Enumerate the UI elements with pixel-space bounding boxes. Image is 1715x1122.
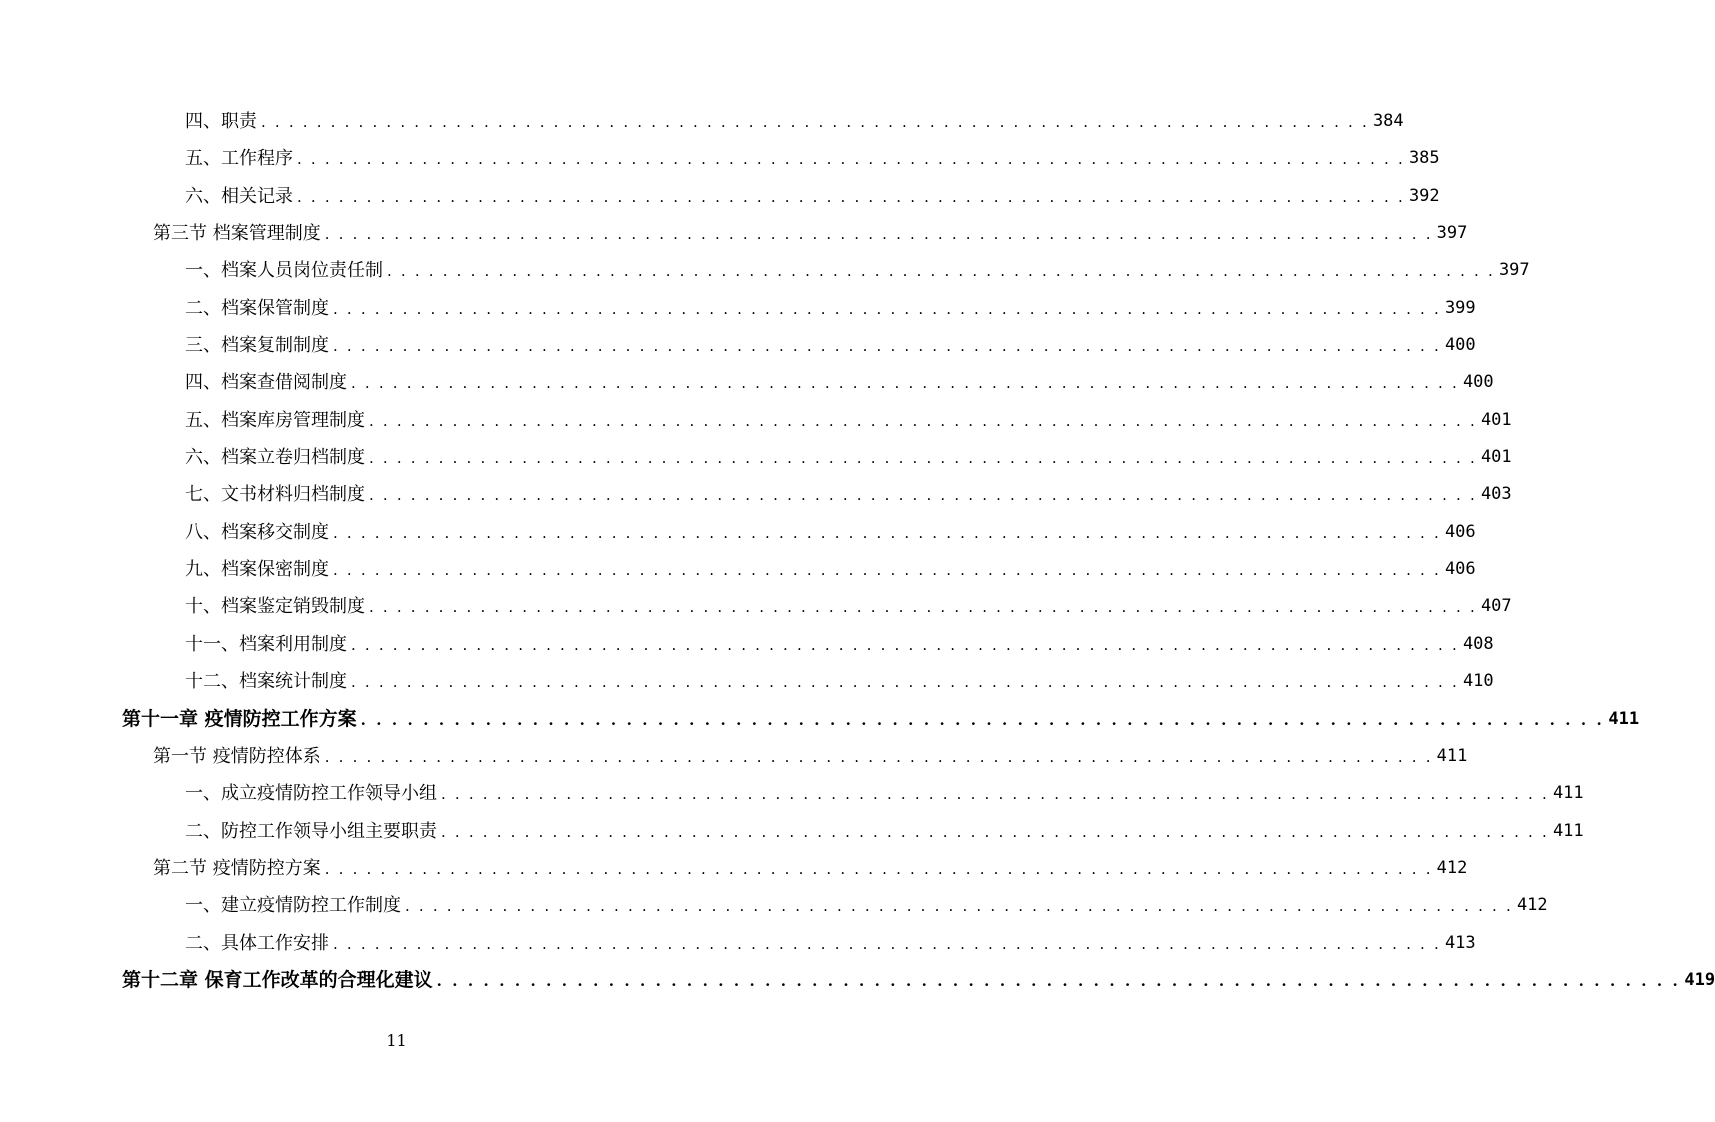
toc-chapter-entry[interactable]	[0, 701, 1640, 738]
toc-section-entry[interactable]	[0, 738, 1468, 775]
page-number: 11	[386, 1031, 407, 1050]
toc-subsection-entry[interactable]	[0, 290, 1476, 327]
toc-dot-leader: . . . . . . . . . . . . . . . . . . . . . . . . . . . . . . . . . . . . . . . . . . . . . . . . . . . . . . . . . . . . . . . . . . . . . . . . . . . . . . . .	[441, 822, 1549, 841]
toc-dot-leader: . . . . . . . . . . . . . . . . . . . . . . . . . . . . . . . . . . . . . . . . . . . . . . . . . . . . . . . . . . . . . . . . . . . . . . . . . . . . . . . .	[333, 561, 1441, 580]
toc-entry-label: 二、档案保管制度	[185, 297, 329, 319]
toc-entry-label: 四、档案查借阅制度	[185, 372, 347, 394]
toc-entry-label: 十一、档案利用制度	[185, 633, 347, 655]
toc-subsection-entry[interactable]	[0, 551, 1476, 588]
toc-dot-leader: . . . . . . . . . . . . . . . . . . . . . . . . . . . . . . . . . . . . . . . . . . . . . . . . . . . . . . . . . . . . . . . . . . . . . . . . . . . . . . . .	[324, 225, 1433, 244]
toc-entry-label: 六、相关记录	[185, 185, 293, 207]
toc-subsection-entry[interactable]	[0, 178, 1440, 215]
toc-subsection-entry[interactable]	[0, 364, 1494, 401]
toc-dot-leader: . . . . . . . . . . . . . . . . . . . . . . . . . . . . . . . . . . . . . . . . . . . . . . . . . . . . . . . . . . . . . . . . . . . . . . . . . . . . . . . .	[441, 785, 1549, 804]
toc-entry-label: 十、档案鉴定销毁制度	[185, 596, 365, 618]
toc-subsection-entry[interactable]	[0, 327, 1476, 364]
toc-dot-leader: . . . . . . . . . . . . . . . . . . . . . . . . . . . . . . . . . . . . . . . . . . . . . . . . . . . . . . . . . . . . . . . . . . . . . . . . . . . . . . . .	[333, 337, 1441, 356]
toc-dot-leader: . . . . . . . . . . . . . . . . . . . . . . . . . . . . . . . . . . . . . . . . . . . . . . . . . . . . . . . . . . . . . . . . . . . . . . . . . . . . . . . .	[261, 113, 1369, 131]
toc-chapter-entry[interactable]	[0, 962, 1715, 999]
toc-entry-label: 一、成立疫情防控工作领导小组	[185, 783, 437, 805]
toc-subsection-entry[interactable]	[0, 514, 1476, 551]
toc-section-entry[interactable]	[0, 215, 1468, 252]
toc-entry-page: 419	[1684, 969, 1715, 990]
toc-subsection-entry[interactable]	[0, 775, 1584, 812]
toc-subsection-entry[interactable]	[0, 887, 1548, 924]
toc-subsection-entry[interactable]	[0, 103, 1404, 140]
toc-subsection-entry[interactable]	[0, 813, 1584, 850]
toc-dot-leader: . . . . . . . . . . . . . . . . . . . . . . . . . . . . . . . . . . . . . . . . . . . . . . . . . . . . . . . . . . . . . . . . . . . . . . . . . . . . . . . .	[369, 486, 1477, 505]
toc-dot-leader: . . . . . . . . . . . . . . . . . . . . . . . . . . . . . . . . . . . . . . . . . . . . . . . . . . . . . . . . . . . . . . . . . . . . . . . . . . . . . . . .	[369, 411, 1477, 430]
toc-dot-leader: . . . . . . . . . . . . . . . . . . . . . . . . . . . . . . . . . . . . . . . . . . . . . . . . . . . . . . . . . . . . . . . . . . . . . . . . . . . . . . . .	[360, 710, 1605, 729]
toc-entry-page: 406	[1444, 559, 1476, 580]
toc-entry-label: 七、文书材料归档制度	[185, 484, 365, 506]
toc-entry-label: 三、档案复制制度	[185, 335, 329, 357]
toc-dot-leader: . . . . . . . . . . . . . . . . . . . . . . . . . . . . . . . . . . . . . . . . . . . . . . . . . . . . . . . . . . . . . . . . . . . . . . . . . . . . . . . .	[297, 150, 1405, 169]
toc-dot-leader: . . . . . . . . . . . . . . . . . . . . . . . . . . . . . . . . . . . . . . . . . . . . . . . . . . . . . . . . . . . . . . . . . . . . . . . . . . . . . . . .	[333, 523, 1441, 542]
toc-dot-leader: . . . . . . . . . . . . . . . . . . . . . . . . . . . . . . . . . . . . . . . . . . . . . . . . . . . . . . . . . . . . . . . . . . . . . . . . . . . . . . . .	[297, 187, 1405, 206]
toc-entry-page: 408	[1462, 633, 1494, 654]
toc-dot-leader: . . . . . . . . . . . . . . . . . . . . . . . . . . . . . . . . . . . . . . . . . . . . . . . . . . . . . . . . . . . . . . . . . . . . . . . . . . . . . . . .	[369, 449, 1477, 468]
toc-entry-page: 385	[1408, 148, 1440, 169]
toc-entry-page: 411	[1436, 745, 1468, 766]
toc-entry-label: 五、档案库房管理制度	[185, 409, 365, 431]
toc-dot-leader: . . . . . . . . . . . . . . . . . . . . . . . . . . . . . . . . . . . . . . . . . . . . . . . . . . . . . . . . . . . . . . . . . . . . . . . . . . . . . . . .	[351, 374, 1459, 393]
toc-dot-leader: . . . . . . . . . . . . . . . . . . . . . . . . . . . . . . . . . . . . . . . . . . . . . . . . . . . . . . . . . . . . . . . . . . . . . . . . . . . . . . . .	[333, 299, 1441, 318]
toc-entry-page: 403	[1480, 484, 1512, 505]
toc-entry-label: 六、档案立卷归档制度	[185, 447, 365, 469]
toc-dot-leader: . . . . . . . . . . . . . . . . . . . . . . . . . . . . . . . . . . . . . . . . . . . . . . . . . . . . . . . . . . . . . . . . . . . . . . . . . . . . . . . .	[351, 673, 1459, 692]
toc-entry-page: 406	[1444, 521, 1476, 542]
toc-entry-page: 397	[1498, 260, 1530, 281]
toc-dot-leader: . . . . . . . . . . . . . . . . . . . . . . . . . . . . . . . . . . . . . . . . . . . . . . . . . . . . . . . . . . . . . . . . . . . . . . . . . . . . . . . .	[351, 635, 1459, 654]
toc-dot-leader: . . . . . . . . . . . . . . . . . . . . . . . . . . . . . . . . . . . . . . . . . . . . . . . . . . . . . . . . . . . . . . . . . . . . . . . . . . . . . . . .	[324, 747, 1433, 766]
toc-entry-label: 二、防控工作领导小组主要职责	[185, 820, 437, 842]
toc-dot-leader: . . . . . . . . . . . . . . . . . . . . . . . . . . . . . . . . . . . . . . . . . . . . . . . . . . . . . . . . . . . . . . . . . . . . . . . . . . . . . . . .	[324, 859, 1433, 878]
toc-entry-page: 407	[1480, 596, 1512, 617]
toc-entry-label: 九、档案保密制度	[185, 559, 329, 581]
toc-entry-page: 399	[1444, 297, 1476, 318]
toc-dot-leader: . . . . . . . . . . . . . . . . . . . . . . . . . . . . . . . . . . . . . . . . . . . . . . . . . . . . . . . . . . . . . . . . . . . . . . . . . . . . . . . .	[405, 897, 1513, 916]
toc-entry-label: 二、具体工作安排	[185, 932, 329, 954]
toc-subsection-entry[interactable]	[0, 588, 1512, 625]
toc-entry-label: 四、职责	[185, 111, 257, 132]
toc-entry-label: 十二、档案统计制度	[185, 671, 347, 693]
toc-entry-page: 392	[1408, 185, 1440, 206]
toc-subsection-entry[interactable]	[0, 402, 1512, 439]
toc-entry-label: 第一节 疫情防控体系	[153, 745, 321, 767]
toc-entry-page: 397	[1436, 223, 1468, 244]
toc-entry-label: 五、工作程序	[185, 148, 293, 170]
toc-section-entry[interactable]	[0, 850, 1468, 887]
toc-entry-page: 413	[1444, 932, 1476, 953]
toc-subsection-entry[interactable]	[0, 439, 1512, 476]
toc-subsection-entry[interactable]	[0, 626, 1494, 663]
toc-entry-label: 第二节 疫情防控方案	[153, 857, 321, 879]
toc-entry-page: 401	[1480, 447, 1512, 468]
toc-entry-page: 412	[1516, 895, 1548, 916]
toc-entry-page: 400	[1462, 372, 1494, 393]
toc-subsection-entry[interactable]	[0, 925, 1476, 962]
toc-entry-label: 第十一章 疫情防控工作方案	[122, 707, 357, 730]
toc-entry-page: 401	[1480, 409, 1512, 430]
toc-entry-label: 一、档案人员岗位责任制	[185, 260, 383, 282]
toc-subsection-entry[interactable]	[0, 252, 1530, 289]
toc-subsection-entry[interactable]	[0, 476, 1512, 513]
toc-dot-leader: . . . . . . . . . . . . . . . . . . . . . . . . . . . . . . . . . . . . . . . . . . . . . . . . . . . . . . . . . . . . . . . . . . . . . . . . . . . . . . . .	[369, 598, 1477, 617]
toc-subsection-entry[interactable]	[0, 140, 1440, 177]
toc-entry-page: 411	[1552, 820, 1584, 841]
toc-dot-leader: . . . . . . . . . . . . . . . . . . . . . . . . . . . . . . . . . . . . . . . . . . . . . . . . . . . . . . . . . . . . . . . . . . . . . . . . . . . . . . . .	[333, 934, 1441, 953]
toc-dot-leader: . . . . . . . . . . . . . . . . . . . . . . . . . . . . . . . . . . . . . . . . . . . . . . . . . . . . . . . . . . . . . . . . . . . . . . . . . . . . . . . .	[387, 262, 1495, 281]
toc-entry-label: 一、建立疫情防控工作制度	[185, 895, 401, 917]
toc-entry-page: 384	[1372, 111, 1404, 131]
toc-entry-page: 412	[1436, 857, 1468, 878]
toc-entry-page: 411	[1608, 708, 1640, 729]
toc-entry-label: 第十二章 保育工作改革的合理化建议	[122, 968, 433, 991]
toc-subsection-entry[interactable]	[0, 663, 1494, 700]
toc-dot-leader: . . . . . . . . . . . . . . . . . . . . . . . . . . . . . . . . . . . . . . . . . . . . . . . . . . . . . . . . . . . . . . . . . . . . . . . . . . . . . . . .	[436, 971, 1681, 990]
toc-entry-page: 400	[1444, 335, 1476, 356]
toc-entry-label: 第三节 档案管理制度	[153, 223, 321, 245]
toc-entry-label: 八、档案移交制度	[185, 521, 329, 543]
toc-entry-page: 410	[1462, 671, 1494, 692]
toc-entry-page: 411	[1552, 783, 1584, 804]
table-of-contents	[0, 103, 1715, 999]
